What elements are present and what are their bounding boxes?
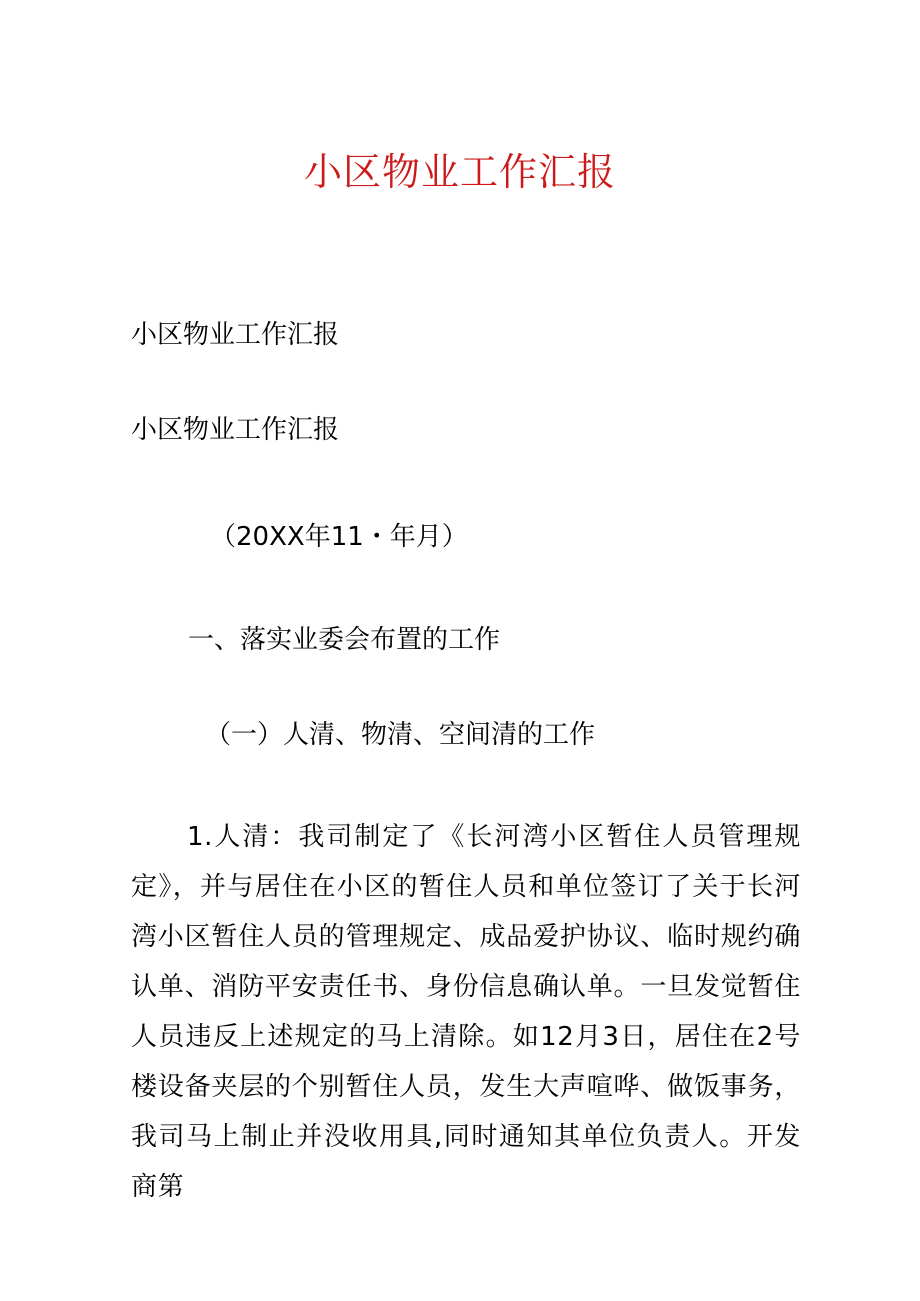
section-heading: 一、落实业委会布置的工作 — [188, 625, 501, 655]
document-subtitle-repeat: 小区物业工作汇报 — [131, 415, 340, 445]
body-paragraph: 1.人清：我司制定了《长河湾小区暂住人员管理规定》，并与居住在小区的暂住人员和单位签订了关于长河湾小区暂住人员的管理规定、成品爱护协议、临时规约确认单、消防平安责任书、身份信息确认单。一旦发觉暂住人员违反上述规定的马上清除。如12月3日，居住在2号楼设备夹层的个别暂住人员，发生大声喧哗、做饭事务，我司马上制止并没收用具,同时通知其单位负责人。开发商第 — [131, 822, 801, 1202]
document-title: 小区物业工作汇报 — [303, 150, 616, 194]
subsection-heading: （一）人清、物清、空间清的工作 — [205, 720, 596, 750]
report-date: （20XX年11・年月） — [210, 522, 468, 552]
document-subtitle: 小区物业工作汇报 — [131, 320, 340, 350]
